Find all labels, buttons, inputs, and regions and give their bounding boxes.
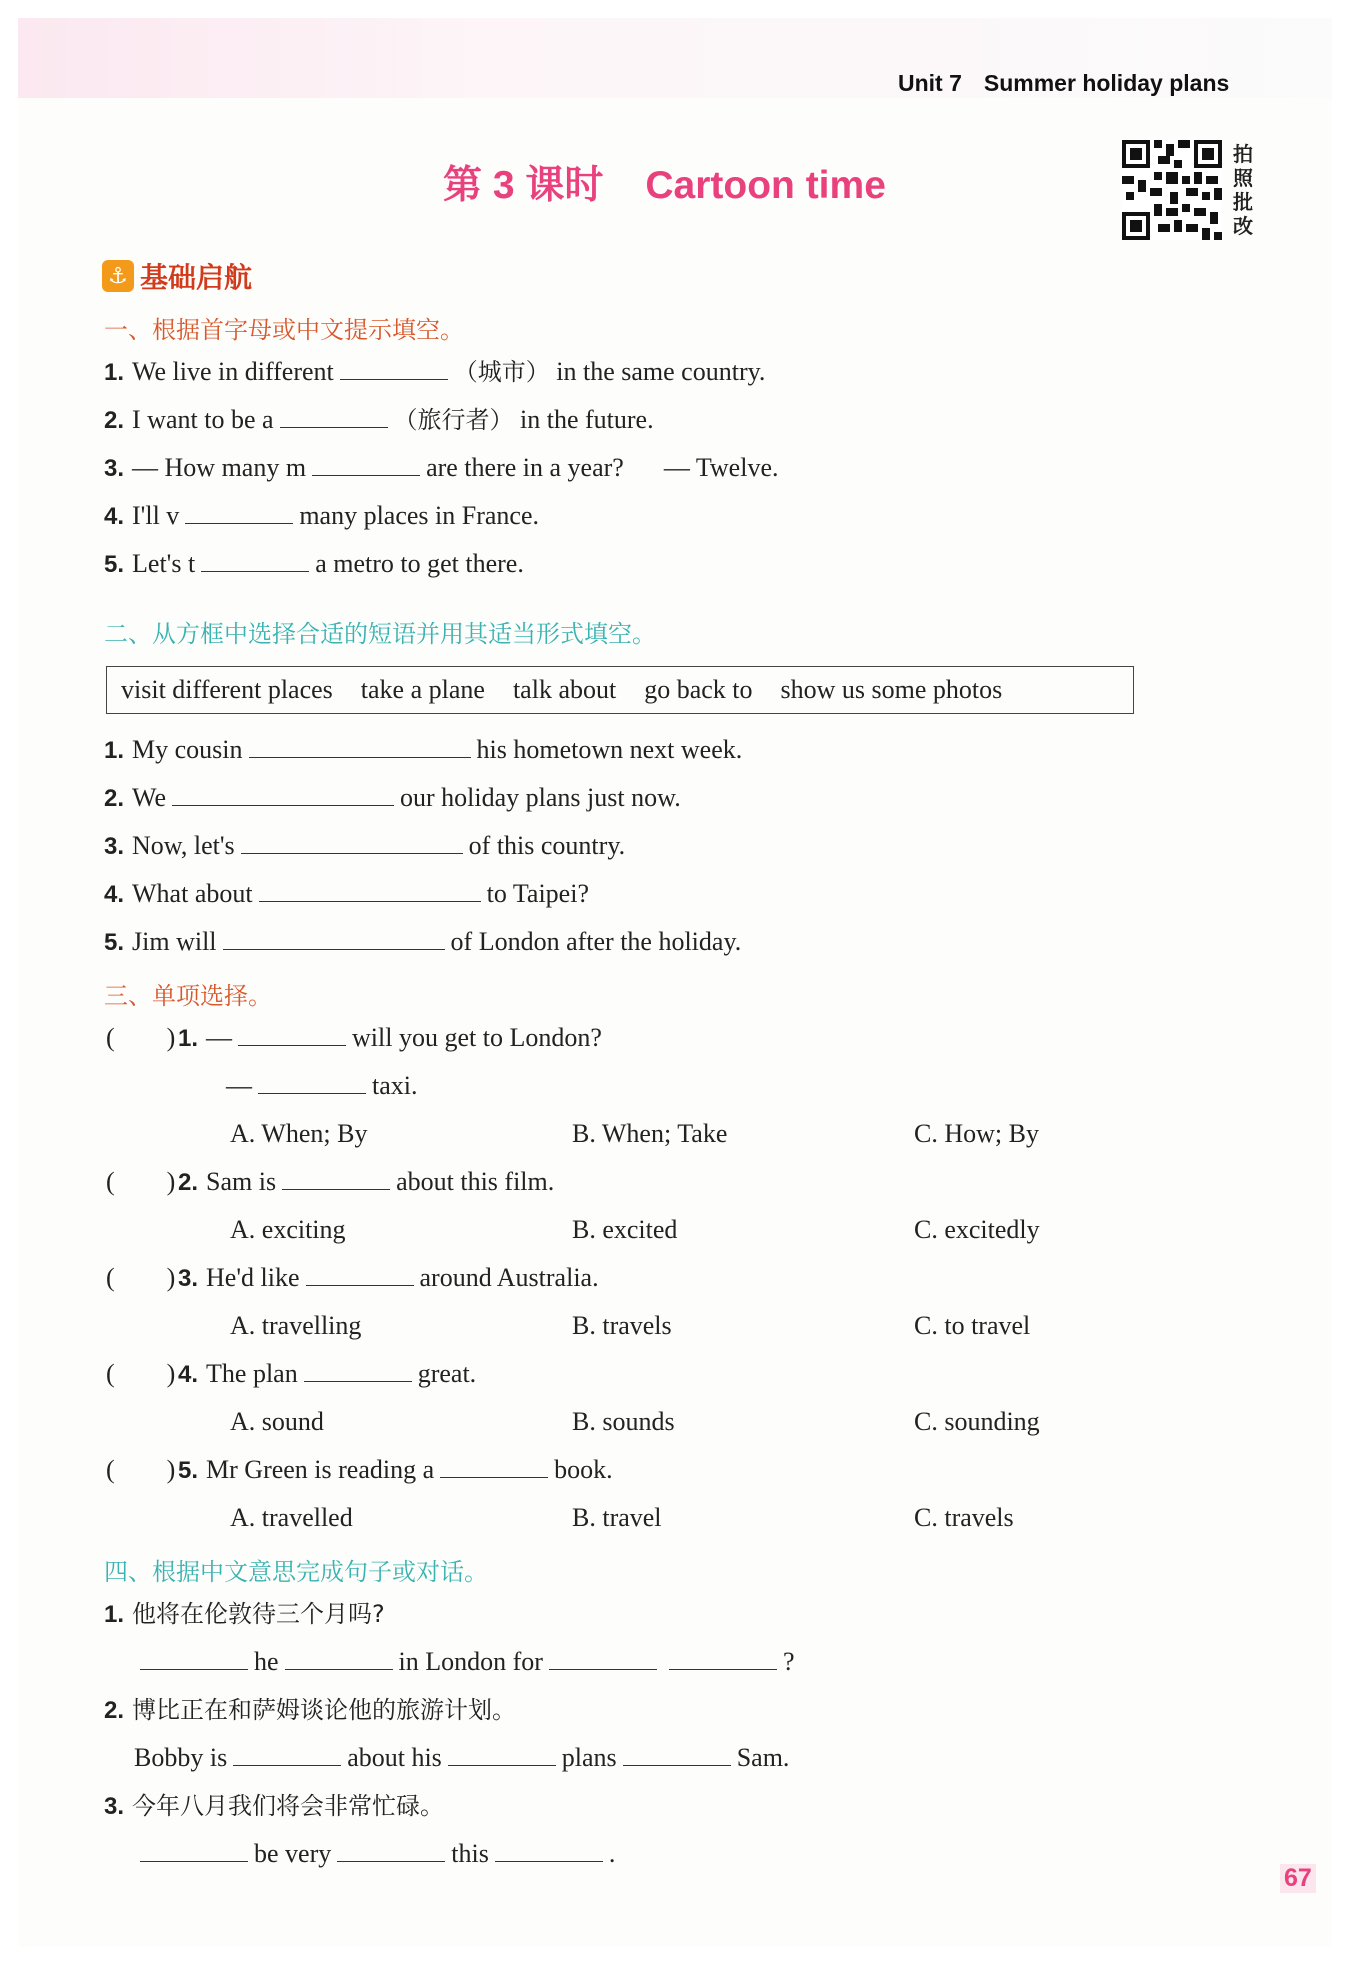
part3-item-3: 3. He'd like around Australia. — [178, 1263, 599, 1292]
page — [18, 18, 1332, 1947]
part2-item-4: 4. What about to Taipei? — [104, 879, 589, 908]
part1-title: 一、根据首字母或中文提示填空。 — [104, 316, 464, 344]
option-a[interactable]: A. travelled — [230, 1503, 353, 1532]
part4-item-1-answer: he in London for ? — [134, 1646, 795, 1678]
part3-item-1-reply: — taxi. — [226, 1071, 418, 1100]
option-c[interactable]: C. sounding — [914, 1407, 1040, 1436]
answer-blank[interactable] — [285, 1647, 393, 1670]
answer-blank[interactable] — [448, 1743, 556, 1766]
answer-blank[interactable] — [304, 1359, 412, 1382]
answer-paren[interactable]: ( ) — [106, 1263, 176, 1292]
part4-item-2-prompt: 2. 博比正在和萨姆谈论他的旅游计划。 — [104, 1696, 517, 1724]
option-a[interactable]: A. When; By — [230, 1119, 368, 1148]
answer-blank[interactable] — [172, 783, 394, 806]
part4-item-3-answer: be very this . — [134, 1838, 615, 1870]
part3-item-5: 5. Mr Green is reading a book. — [178, 1455, 613, 1484]
option-b[interactable]: B. sounds — [572, 1407, 675, 1436]
lesson-label: 第 3 课时 — [443, 164, 604, 207]
answer-paren[interactable]: ( ) — [106, 1023, 176, 1052]
part2-title: 二、从方框中选择合适的短语并用其适当形式填空。 — [104, 620, 656, 648]
option-a[interactable]: A. sound — [230, 1407, 324, 1436]
answer-blank[interactable] — [280, 405, 388, 428]
answer-blank[interactable] — [223, 927, 445, 950]
answer-blank[interactable] — [306, 1263, 414, 1286]
part1-item-1: 1. We live in different （城市） in the same country. — [104, 357, 766, 386]
part3-item-2: 2. Sam is about this film. — [178, 1167, 555, 1196]
answer-blank[interactable] — [495, 1839, 603, 1862]
part3-item-1: 1. — will you get to London? — [178, 1023, 602, 1052]
answer-blank[interactable] — [340, 357, 448, 380]
part4-item-3-prompt: 3. 今年八月我们将会非常忙碌。 — [104, 1792, 445, 1820]
answer-blank[interactable] — [249, 735, 471, 758]
answer-paren[interactable]: ( ) — [106, 1167, 176, 1196]
phrase-box — [106, 666, 1134, 714]
part1-item-4: 4. I'll v many places in France. — [104, 501, 539, 530]
part1-item-3: 3. — How many m are there in a year? — Twelve. — [104, 453, 779, 482]
page-number: 67 — [1280, 1864, 1316, 1893]
qr-code-icon[interactable] — [1122, 140, 1222, 240]
option-b[interactable]: B. excited — [572, 1215, 678, 1244]
part4-item-2-answer: Bobby is about his plans Sam. — [134, 1743, 790, 1772]
option-b[interactable]: B. travel — [572, 1503, 662, 1532]
answer-blank[interactable] — [312, 453, 420, 476]
unit-label: Unit 7 — [898, 70, 962, 96]
part4-title: 四、根据中文意思完成句子或对话。 — [104, 1558, 488, 1586]
part4-item-1-prompt: 1. 他将在伦敦待三个月吗? — [104, 1600, 385, 1628]
option-c[interactable]: C. to travel — [914, 1311, 1031, 1340]
answer-blank[interactable] — [440, 1455, 548, 1478]
answer-blank[interactable] — [282, 1167, 390, 1190]
answer-blank[interactable] — [669, 1647, 777, 1670]
lesson-title — [443, 154, 886, 210]
option-c[interactable]: C. travels — [914, 1503, 1014, 1532]
part2-item-2: 2. We our holiday plans just now. — [104, 783, 681, 812]
part3-title: 三、单项选择。 — [104, 982, 272, 1010]
part1-item-5: 5. Let's t a metro to get there. — [104, 549, 524, 578]
option-c[interactable]: C. excitedly — [914, 1215, 1040, 1244]
answer-blank[interactable] — [140, 1647, 248, 1670]
unit-topic: Summer holiday plans — [983, 70, 1230, 96]
part2-item-3: 3. Now, let's of this country. — [104, 831, 626, 860]
part1-item-2: 2. I want to be a （旅行者） in the future. — [104, 405, 654, 434]
option-a[interactable]: A. travelling — [230, 1311, 362, 1340]
phrase: visit different places — [121, 675, 333, 704]
phrase: go back to — [644, 675, 753, 704]
phrase: take a plane — [360, 675, 485, 704]
answer-blank[interactable] — [623, 1743, 731, 1766]
answer-paren[interactable]: ( ) — [106, 1455, 176, 1484]
answer-blank[interactable] — [233, 1743, 341, 1766]
option-a[interactable]: A. exciting — [230, 1215, 346, 1244]
answer-blank[interactable] — [140, 1839, 248, 1862]
anchor-icon: ⚓ — [102, 260, 134, 292]
running-header — [898, 70, 1229, 97]
answer-blank[interactable] — [238, 1023, 346, 1046]
answer-blank[interactable] — [337, 1839, 445, 1862]
answer-blank[interactable] — [258, 1071, 366, 1094]
option-c[interactable]: C. How; By — [914, 1119, 1039, 1148]
answer-paren[interactable]: ( ) — [106, 1359, 176, 1388]
scan-to-grade-label: 拍 照 批 改 — [1233, 142, 1253, 238]
answer-blank[interactable] — [549, 1647, 657, 1670]
answer-blank[interactable] — [201, 549, 309, 572]
option-b[interactable]: B. travels — [572, 1311, 672, 1340]
option-b[interactable]: B. When; Take — [572, 1119, 728, 1148]
part2-item-5: 5. Jim will of London after the holiday. — [104, 927, 742, 956]
phrase: show us some photos — [780, 675, 1003, 704]
phrase: talk about — [512, 675, 617, 704]
answer-blank[interactable] — [241, 831, 463, 854]
answer-blank[interactable] — [185, 501, 293, 524]
section-heading — [102, 256, 252, 296]
lesson-name: Cartoon time — [645, 164, 886, 207]
section-title: 基础启航 — [140, 261, 253, 294]
part3-item-4: 4. The plan great. — [178, 1359, 477, 1388]
answer-blank[interactable] — [259, 879, 481, 902]
part2-item-1: 1. My cousin his hometown next week. — [104, 735, 743, 764]
